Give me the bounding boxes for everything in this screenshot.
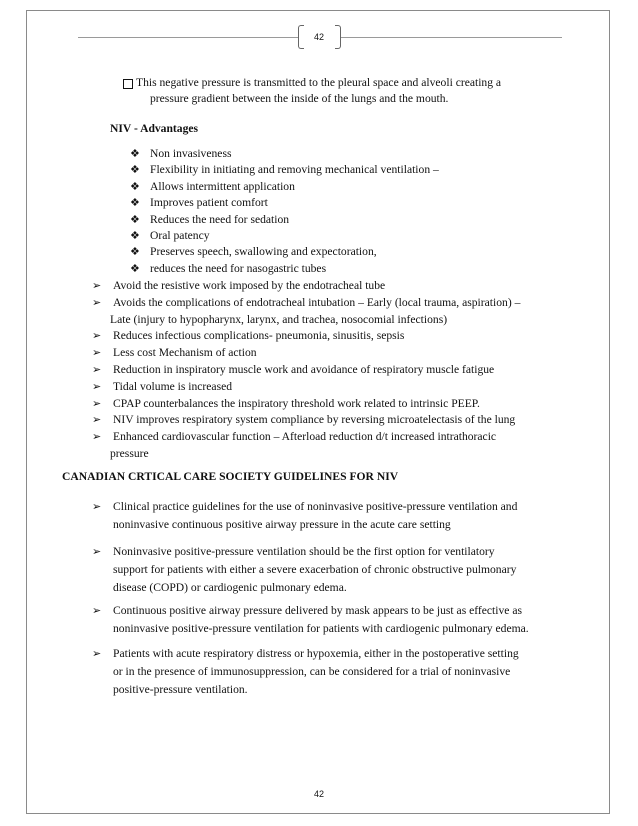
arrow-item-line: Less cost Mechanism of action	[113, 346, 257, 360]
guideline-line: disease (COPD) or cardiogenic pulmonary edema.	[113, 581, 347, 594]
guideline-line: noninvasive positive-pressure ventilation for patients with cardiogenic pulmonary edema.	[113, 622, 529, 635]
arrow-bullet-icon: ➢	[92, 296, 102, 309]
guideline-line: or in the presence of immunosuppression, can be considered for a trial of noninvasive	[113, 665, 511, 678]
arrow-bullet-icon: ➢	[92, 364, 102, 376]
header-rule-left	[78, 37, 298, 38]
arrow-bullet-icon: ➢	[92, 414, 102, 427]
arrow-bullet-icon: ➢	[92, 648, 102, 660]
advantage-item: Non invasiveness	[150, 147, 232, 160]
arrow-item-line: Reduction in inspiratory muscle work and avoidance of respiratory muscle fatigue	[113, 363, 495, 376]
arrow-bullet-icon: ➢	[92, 546, 102, 558]
checkbox-bullet-icon	[123, 79, 133, 89]
arrow-item-line: CPAP counterbalances the inspiratory threshold work related to intrinsic PEEP.	[113, 396, 480, 410]
arrow-item-line: Tidal volume is increased	[113, 379, 233, 393]
arrow-item-line: Avoids the complications of endotracheal intubation – Early (local trauma, aspiration) –	[113, 295, 521, 309]
guideline-line: positive-pressure ventilation.	[113, 683, 248, 696]
guideline-line: Continuous positive airway pressure delivered by mask appears to be just as effective as	[113, 604, 522, 617]
arrow-item-line: Late (injury to hypopharynx, larynx, and trachea, nosocomial infections)	[110, 312, 448, 326]
guideline-line: noninvasive continuous positive airway pressure in the acute care setting	[113, 518, 451, 531]
arrow-item-line: NIV improves respiratory system compliance by reversing microatelectasis of the lung	[113, 413, 516, 427]
advantage-item: reduces the need for nasogastric tubes	[150, 261, 327, 275]
arrow-bullet-icon: ➢	[92, 431, 102, 444]
arrow-bullet-icon: ➢	[92, 380, 102, 393]
diamond-bullet-icon: ❖	[130, 180, 140, 193]
arrow-bullet-icon: ➢	[92, 501, 102, 513]
guideline-line: Clinical practice guidelines for the use of noninvasive positive-pressure ventilation and	[113, 500, 518, 513]
footer-page-number: 42	[313, 789, 324, 799]
diamond-bullet-icon: ❖	[130, 213, 140, 226]
guideline-line: Noninvasive positive-pressure ventilation should be the first option for ventilatory	[113, 545, 495, 558]
intro-line: pressure gradient between the inside of the lungs and the mouth.	[150, 92, 449, 105]
advantage-item: Allows intermittent application	[150, 179, 295, 193]
intro-line: This negative pressure is transmitted to the pleural space and alveoli creating a	[136, 76, 502, 89]
arrow-item-line: Avoid the resistive work imposed by the endotracheal tube	[113, 279, 386, 292]
guidelines-heading: CANADIAN CRTICAL CARE SOCIETY GUIDELINES FOR NIV	[62, 470, 399, 483]
diamond-bullet-icon: ❖	[130, 164, 140, 177]
header-page-number: 42	[313, 32, 324, 42]
arrow-item-line: Reduces infectious complications- pneumonia, sinusitis, sepsis	[113, 329, 405, 343]
arrow-item-line: pressure	[110, 447, 149, 460]
diamond-bullet-icon: ❖	[130, 246, 140, 259]
arrow-bullet-icon: ➢	[92, 330, 102, 343]
advantage-item: Preserves speech, swallowing and expectoration,	[150, 245, 377, 259]
guideline-line: support for patients with either a severe exacerbation of chronic obstructive pulmonary	[113, 563, 517, 576]
advantage-item: Reduces the need for sedation	[150, 212, 290, 226]
arrow-bullet-icon: ➢	[92, 280, 102, 292]
advantage-item: Flexibility in initiating and removing mechanical ventilation –	[150, 163, 439, 177]
diamond-bullet-icon: ❖	[130, 197, 140, 210]
diamond-bullet-icon: ❖	[130, 230, 140, 242]
arrow-bullet-icon: ➢	[92, 605, 102, 617]
advantages-heading: NIV - Advantages	[110, 122, 199, 135]
arrow-item-line: Enhanced cardiovascular function – Afterload reduction d/t increased intrathoracic	[113, 430, 497, 444]
header-rule-right	[340, 37, 562, 38]
advantage-item: Improves patient comfort	[150, 196, 268, 210]
arrow-bullet-icon: ➢	[92, 347, 102, 360]
advantage-item: Oral patency	[150, 229, 210, 242]
diamond-bullet-icon: ❖	[130, 262, 140, 275]
diamond-bullet-icon: ❖	[130, 148, 140, 160]
arrow-bullet-icon: ➢	[92, 397, 102, 410]
guideline-line: Patients with acute respiratory distress or hypoxemia, either in the postoperative setting	[113, 647, 519, 660]
